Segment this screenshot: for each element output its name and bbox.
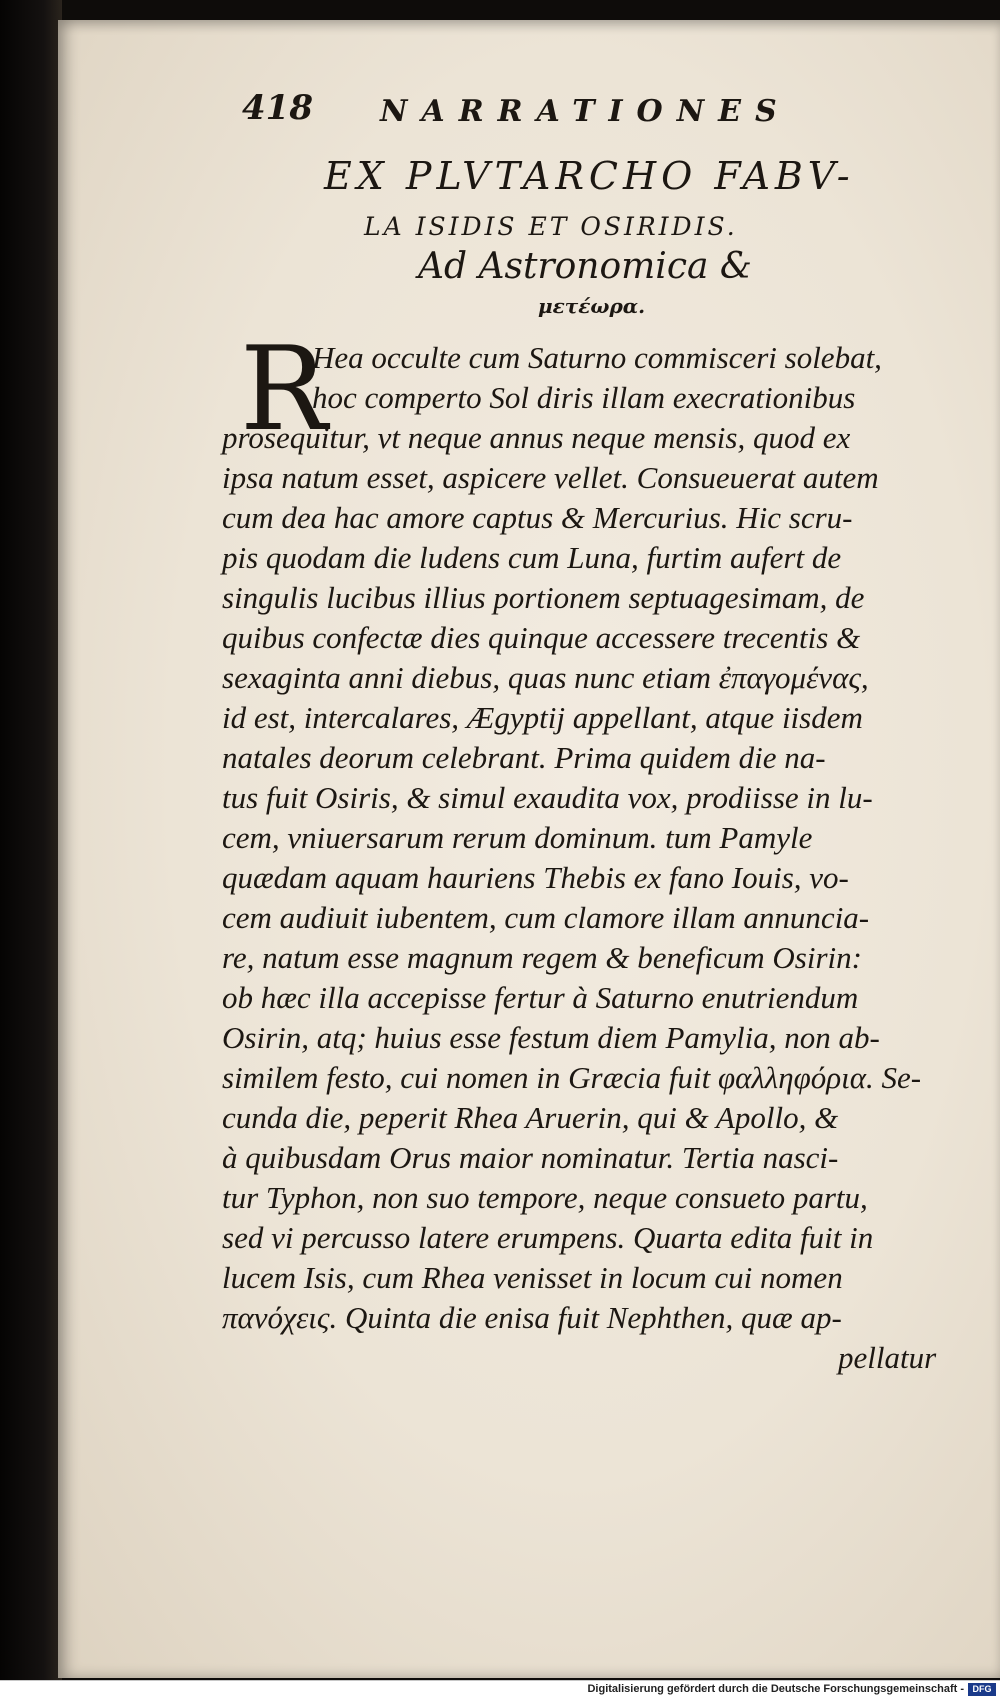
body-line: Osirin, atq; huius esse festum diem Pamylia, non ab- xyxy=(222,1020,880,1055)
body-line-catchword: pellatur xyxy=(838,1340,937,1375)
chapter-title-line-2: LA ISIDIS ET OSIRIDIS. xyxy=(364,212,738,241)
body-line: similem festo, cui nomen in Græcia fuit φαλληφόρια. Se- xyxy=(222,1060,922,1095)
body-line: à quibusdam Orus maior nominatur. Tertia nasci- xyxy=(222,1140,839,1175)
book-page xyxy=(58,20,1000,1678)
body-line: lucem Isis, cum Rhea venisset in locum cui nomen xyxy=(222,1260,843,1295)
body-line: hoc comperto Sol diris illam execrationibus xyxy=(312,380,856,415)
body-line: cem audiuit iubentem, cum clamore illam annuncia- xyxy=(222,900,870,935)
body-line: ob hæc illa accepisse fertur à Saturno enutriendum xyxy=(222,980,859,1015)
funding-credit-text: Digitalisierung gefördert durch die Deutsche Forschungsgemeinschaft - xyxy=(587,1683,964,1695)
dfg-logo: DFG xyxy=(968,1683,996,1696)
body-line: cem, vniuersarum rerum dominum. tum Pamyle xyxy=(222,820,813,855)
body-line: quibus confectæ dies quinque accessere trecentis & xyxy=(222,620,861,655)
body-line: sexaginta anni diebus, quas nunc etiam ἐπαγομένας, xyxy=(222,660,869,695)
drop-cap-initial: R xyxy=(240,322,328,457)
body-line: pis quodam die ludens cum Luna, furtim aufert de xyxy=(222,540,842,575)
page-number: 418 xyxy=(242,88,313,128)
body-line: cum dea hac amore captus & Mercurius. Hic scru- xyxy=(222,500,853,535)
body-line: sed vi percusso latere erumpens. Quarta edita fuit in xyxy=(222,1220,874,1255)
digitization-footer xyxy=(0,1680,1000,1698)
body-line: πανόχεις. Quinta die enisa fuit Nephthen, quæ ap- xyxy=(222,1300,842,1335)
body-line: Hea occulte cum Saturno commisceri solebat, xyxy=(312,340,882,375)
body-line: re, natum esse magnum regem & beneficum Osirin: xyxy=(222,940,862,975)
body-line: tus fuit Osiris, & simul exaudita vox, prodiisse in lu- xyxy=(222,780,873,815)
chapter-title-line-1: EX PLVTARCHO FABV- xyxy=(324,154,855,198)
body-line: singulis lucibus illius portionem septuagesimam, de xyxy=(222,580,865,615)
body-line: prosequitur, vt neque annus neque mensis, quod ex xyxy=(222,420,851,455)
body-line: natales deorum celebrant. Prima quidem die na- xyxy=(222,740,826,775)
chapter-title-line-4: μετέωρα. xyxy=(538,294,646,318)
body-line: id est, intercalares, Ægyptij appellant, atque iisdem xyxy=(222,700,863,735)
book-gutter-shadow xyxy=(0,0,62,1680)
chapter-title-line-3: Ad Astronomica & xyxy=(418,246,752,287)
body-line: cunda die, peperit Rhea Aruerin, qui & Apollo, & xyxy=(222,1100,839,1135)
body-line: quædam aquam hauriens Thebis ex fano Iouis, vo- xyxy=(222,860,849,895)
body-line: tur Typhon, non suo tempore, neque consueto partu, xyxy=(222,1180,868,1215)
running-head: NARRATIONES xyxy=(380,94,791,129)
body-line: ipsa natum esset, aspicere vellet. Consueuerat autem xyxy=(222,460,879,495)
